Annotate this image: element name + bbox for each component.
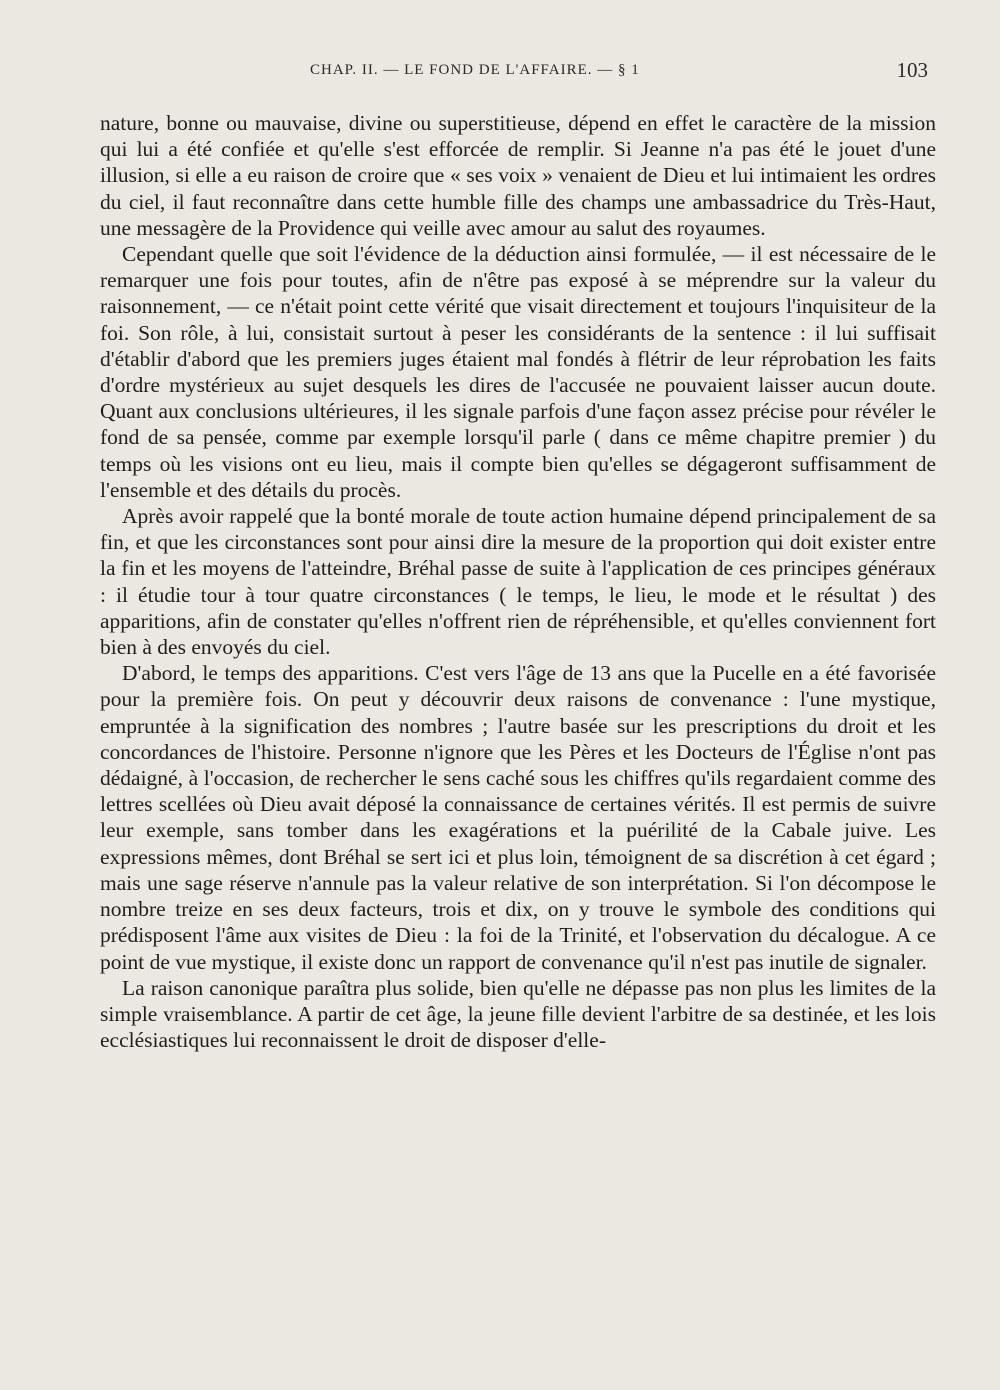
paragraph-3: Après avoir rappelé que la bonté morale de toute action humaine dépend principalement de sa fin, et que les circonstances sont pour ainsi dire la mesure de la proportion qui doit exister entre la fin et les moyens de l'atteindre, Bréhal passe de suite à l'application de ces principes généraux : il étudie tour à tour quatre circonstances ( le temps, le lieu, le mode et le résultat ) des apparitions, afin de constater qu'elles n'offrent rien de répréhensible, et qu'elles conviennent fort bien à des envoyés du ciel. <box>100 504 936 660</box>
paragraph-4: D'abord, le temps des apparitions. C'est vers l'âge de 13 ans que la Pucelle en a été favorisée pour la première fois. On peut y découvrir deux raisons de convenance : l'une mystique, empruntée à la signification des nombres ; l'autre basée sur les prescriptions du droit et les concordances de l'histoire. Personne n'ignore que les Pères et les Docteurs de l'Église n'ont pas dédaigné, à l'occasion, de rechercher le sens caché sous les chiffres qu'ils regardaient comme des lettres scellées où Dieu avait déposé la connaissance de certaines vérités. Il est permis de suivre leur exemple, sans tomber dans les exagérations et la puérilité de la Cabale juive. Les expressions mêmes, dont Bréhal se sert ici et plus loin, témoignent de sa discrétion à cet égard ; mais une sage réserve n'annule pas la valeur relative de son interprétation. Si l'on décompose le nombre treize en ses deux facteurs, trois et dix, on y trouve le symbole des conditions qui prédisposent l'âme aux visites de Dieu : la foi de la Trinité, et l'observation du décalogue. A ce point de vue mystique, il existe donc un rapport de convenance qu'il n'est pas inutile de signaler. <box>100 661 936 974</box>
paragraph-5: La raison canonique paraîtra plus solide, bien qu'elle ne dépasse pas non plus les limites de la simple vraisemblance. A partir de cet âge, la jeune fille devient l'arbitre de sa destinée, et les lois ecclésiastiques lui reconnaissent le droit de disposer d'elle- <box>100 975 936 1053</box>
page-number: 103 <box>896 58 928 82</box>
paragraph-2: Cependant quelle que soit l'évidence de la déduction ainsi formulée, — il est nécessaire de le remarquer une fois pour toutes, afin de n'être pas exposé à se méprendre sur la valeur du raisonnement, — ce n'était point cette vérité que visait directement et toujours l'inquisiteur de la foi. Son rôle, à lui, consistait surtout à peser les considérants de la sentence : il lui suffisait d'établir d'abord que les premiers juges étaient mal fondés à flétrir de leur réprobation les faits d'ordre mystérieux au sujet desquels les dires de l'accusée ne pouvaient laisser aucun doute. Quant aux conclusions ultérieures, il les signale parfois d'une façon assez précise pour révéler le fond de sa pensée, comme par exemple lorsqu'il parle ( dans ce même chapitre premier ) du temps où les visions ont eu lieu, mais il compte bien qu'elles se dégageront suffisamment de l'ensemble et des détails du procès. <box>100 242 936 502</box>
running-head: CHAP. II. — LE FOND DE L'AFFAIRE. — § 1 <box>310 62 640 78</box>
paragraph-1: nature, bonne ou mauvaise, divine ou superstitieuse, dépend en effet le caractère de la mission qui lui a été confiée et qu'elle s'est efforcée de remplir. Si Jeanne n'a pas été le jouet d'une illusion, si elle a eu raison de croire que « ses voix » venaient de Dieu et lui intimaient les ordres du ciel, il faut reconnaître dans cette humble fille des champs une ambassadrice du Très-Haut, une messagère de la Providence qui veille avec amour au salut des royaumes. <box>100 111 936 240</box>
body-text <box>100 110 936 1053</box>
